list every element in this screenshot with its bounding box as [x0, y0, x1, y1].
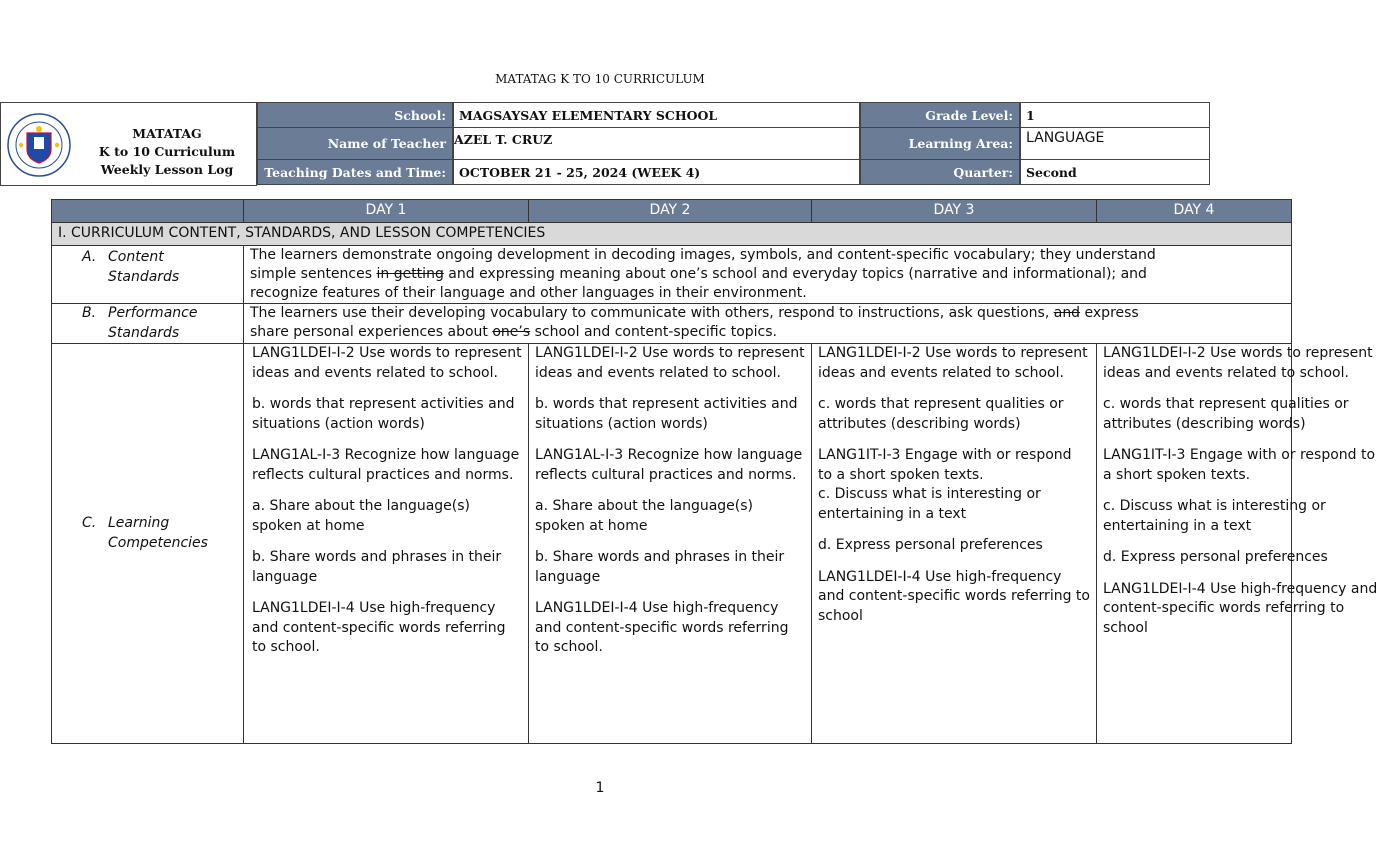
competency-item: a. Share about the language(s) spoken at home: [252, 498, 470, 534]
content-standards-line-2b: and expressing meaning about one’s school and everyday topics (narrative and informational); and: [443, 266, 1147, 282]
content-standards-text: [244, 246, 1292, 304]
logo-line-2: K to 10 Curriculum: [98, 144, 236, 159]
competency-item: LANG1LDEI-I-2 Use words to represent ideas and events related to school.: [1103, 345, 1373, 381]
teaching-dates-label: Teaching Dates and Time:: [257, 159, 453, 185]
competency-item: c. words that represent qualities or attributes (describing words): [818, 396, 1064, 432]
performance-standards-label-2: Standards: [108, 324, 180, 341]
competency-item: LANG1LDEI-I-2 Use words to represent ideas and events related to school.: [535, 345, 805, 381]
content-standards-num: A.: [82, 249, 97, 265]
content-standards-line-2a: simple sentences: [250, 266, 377, 282]
learning-competencies-row: [52, 344, 1292, 744]
competency-item: d. Express personal preferences: [1103, 549, 1328, 565]
competency-item: b. words that represent activities and situations (action words): [535, 396, 798, 432]
performance-standards-row: [52, 304, 1292, 344]
performance-standards-line-2a: share personal experiences about: [250, 324, 493, 340]
competency-item: c. Discuss what is interesting or entertaining in a text: [818, 486, 1041, 522]
competency-item: LANG1LDEI-I-4 Use high-frequency and content-specific words referring to school.: [535, 600, 789, 655]
grade-level-label: Grade Level:: [860, 102, 1020, 128]
performance-standards-line-1b: express: [1080, 305, 1139, 321]
page-number: 1: [595, 780, 605, 796]
lesson-log-header: [0, 102, 1200, 186]
performance-standards-label-1: Performance: [108, 305, 198, 321]
logo-cell: [0, 102, 257, 186]
performance-standards-text: [244, 304, 1292, 344]
competency-item: a. Share about the language(s) spoken at home: [535, 498, 753, 534]
competency-item: LANG1AL-I-3 Recognize how language reflects cultural practices and norms.: [252, 447, 520, 483]
content-standards-line-3: recognize features of their language and other languages in their environment.: [250, 285, 807, 301]
competency-item: LANG1IT-I-3 Engage with or respond to a short spoken texts.: [818, 447, 1072, 483]
competency-item: d. Express personal preferences: [818, 537, 1043, 553]
quarter-label: Quarter:: [860, 159, 1020, 185]
competency-item: LANG1LDEI-I-4 Use high-frequency and content-specific words referring to school: [818, 568, 1090, 624]
lesson-log-table: [51, 199, 1378, 744]
competency-item: LANG1LDEI-I-2 Use words to represent ideas and events related to school.: [818, 345, 1088, 381]
performance-standards-num: B.: [82, 305, 97, 321]
teacher-value: AZEL T. CRUZ: [453, 127, 860, 160]
content-standards-line-1: The learners demonstrate ongoing development in decoding images, symbols, and content-specific vocabulary; they understand: [250, 247, 1156, 263]
content-standards-strike: in getting: [376, 266, 444, 282]
learning-competencies-label: [52, 344, 244, 744]
quarter-value: Second: [1020, 159, 1210, 185]
teacher-label: Name of Teacher: [257, 127, 453, 160]
content-standards-label-2: Standards: [108, 268, 180, 285]
teaching-dates-value: OCTOBER 21 - 25, 2024 (WEEK 4): [453, 159, 860, 185]
performance-standards-label: [52, 304, 244, 344]
school-label: School:: [257, 102, 453, 128]
content-standards-label-1: Content: [108, 249, 164, 265]
competency-item: c. words that represent qualities or attributes (describing words): [1103, 396, 1349, 432]
logo-line-1: MATATAG: [132, 126, 202, 141]
content-standards-row: [52, 246, 1292, 304]
competency-item: LANG1IT-I-3 Engage with or respond to a short spoken texts.: [1103, 447, 1376, 483]
day-header-row: [52, 200, 1292, 223]
learning-area-label: Learning Area:: [860, 127, 1020, 160]
content-standards-label: [52, 246, 244, 304]
day-1-competencies: [244, 344, 529, 744]
day-2-header: DAY 2: [529, 200, 812, 223]
competency-item: LANG1LDEI-I-4 Use high-frequency and content-specific words referring to school: [1103, 580, 1378, 636]
section-title: I. CURRICULUM CONTENT, STANDARDS, AND LESSON COMPETENCIES: [52, 223, 1292, 246]
content-standards-line-2: [250, 265, 1285, 284]
logo-line-3: Weekly Lesson Log: [100, 162, 234, 177]
school-value: MAGSAYSAY ELEMENTARY SCHOOL: [453, 102, 860, 128]
learning-competencies-label-2: Competencies: [108, 534, 208, 551]
day-4-competencies: [1097, 344, 1378, 744]
competency-item: LANG1AL-I-3 Recognize how language reflects cultural practices and norms.: [535, 447, 803, 483]
competency-item: LANG1LDEI-I-2 Use words to represent ideas and events related to school.: [252, 345, 522, 381]
document-title: MATATAG K TO 10 CURRICULUM: [495, 72, 705, 86]
day-4-header: DAY 4: [1097, 200, 1292, 223]
performance-standards-line-1a: The learners use their developing vocabulary to communicate with others, respond to instructions, ask questions,: [250, 305, 1054, 321]
performance-standards-line-2b: school and content-specific topics.: [530, 324, 778, 340]
day-3-header: DAY 3: [812, 200, 1097, 223]
deped-seal-icon: [7, 113, 71, 177]
competency-item: b. words that represent activities and situations (action words): [252, 396, 515, 432]
header-row-dates: [257, 159, 1200, 185]
performance-standards-line-1: [250, 304, 1285, 323]
day-1-header: DAY 1: [244, 200, 529, 223]
header-row-school: [257, 102, 1200, 128]
day-2-competency-list: [535, 344, 805, 658]
empty-header-cell: [52, 200, 244, 223]
performance-standards-strike-2: one’s: [492, 324, 531, 340]
competency-item: c. Discuss what is interesting or entertaining in a text: [1103, 498, 1326, 534]
header-row-teacher: [257, 127, 1200, 160]
day-3-competencies: [812, 344, 1097, 744]
competency-item: b. Share words and phrases in their language: [252, 549, 502, 585]
day-4-competency-list: [1103, 344, 1378, 638]
logo-text: [79, 125, 255, 179]
day-2-competencies: [529, 344, 812, 744]
learning-competencies-label-1: Learning: [108, 515, 170, 531]
section-row: [52, 223, 1292, 246]
grade-level-value: 1: [1020, 102, 1210, 128]
day-1-competency-list: [252, 344, 522, 658]
competency-item: b. Share words and phrases in their language: [535, 549, 785, 585]
day-3-competency-list: [818, 344, 1090, 626]
performance-standards-strike-1: and: [1053, 305, 1081, 321]
learning-area-value: LANGUAGE: [1020, 127, 1210, 160]
learning-competencies-num: C.: [82, 515, 97, 531]
performance-standards-line-2: [250, 323, 1285, 342]
competency-item: LANG1LDEI-I-4 Use high-frequency and content-specific words referring to school.: [252, 600, 506, 655]
